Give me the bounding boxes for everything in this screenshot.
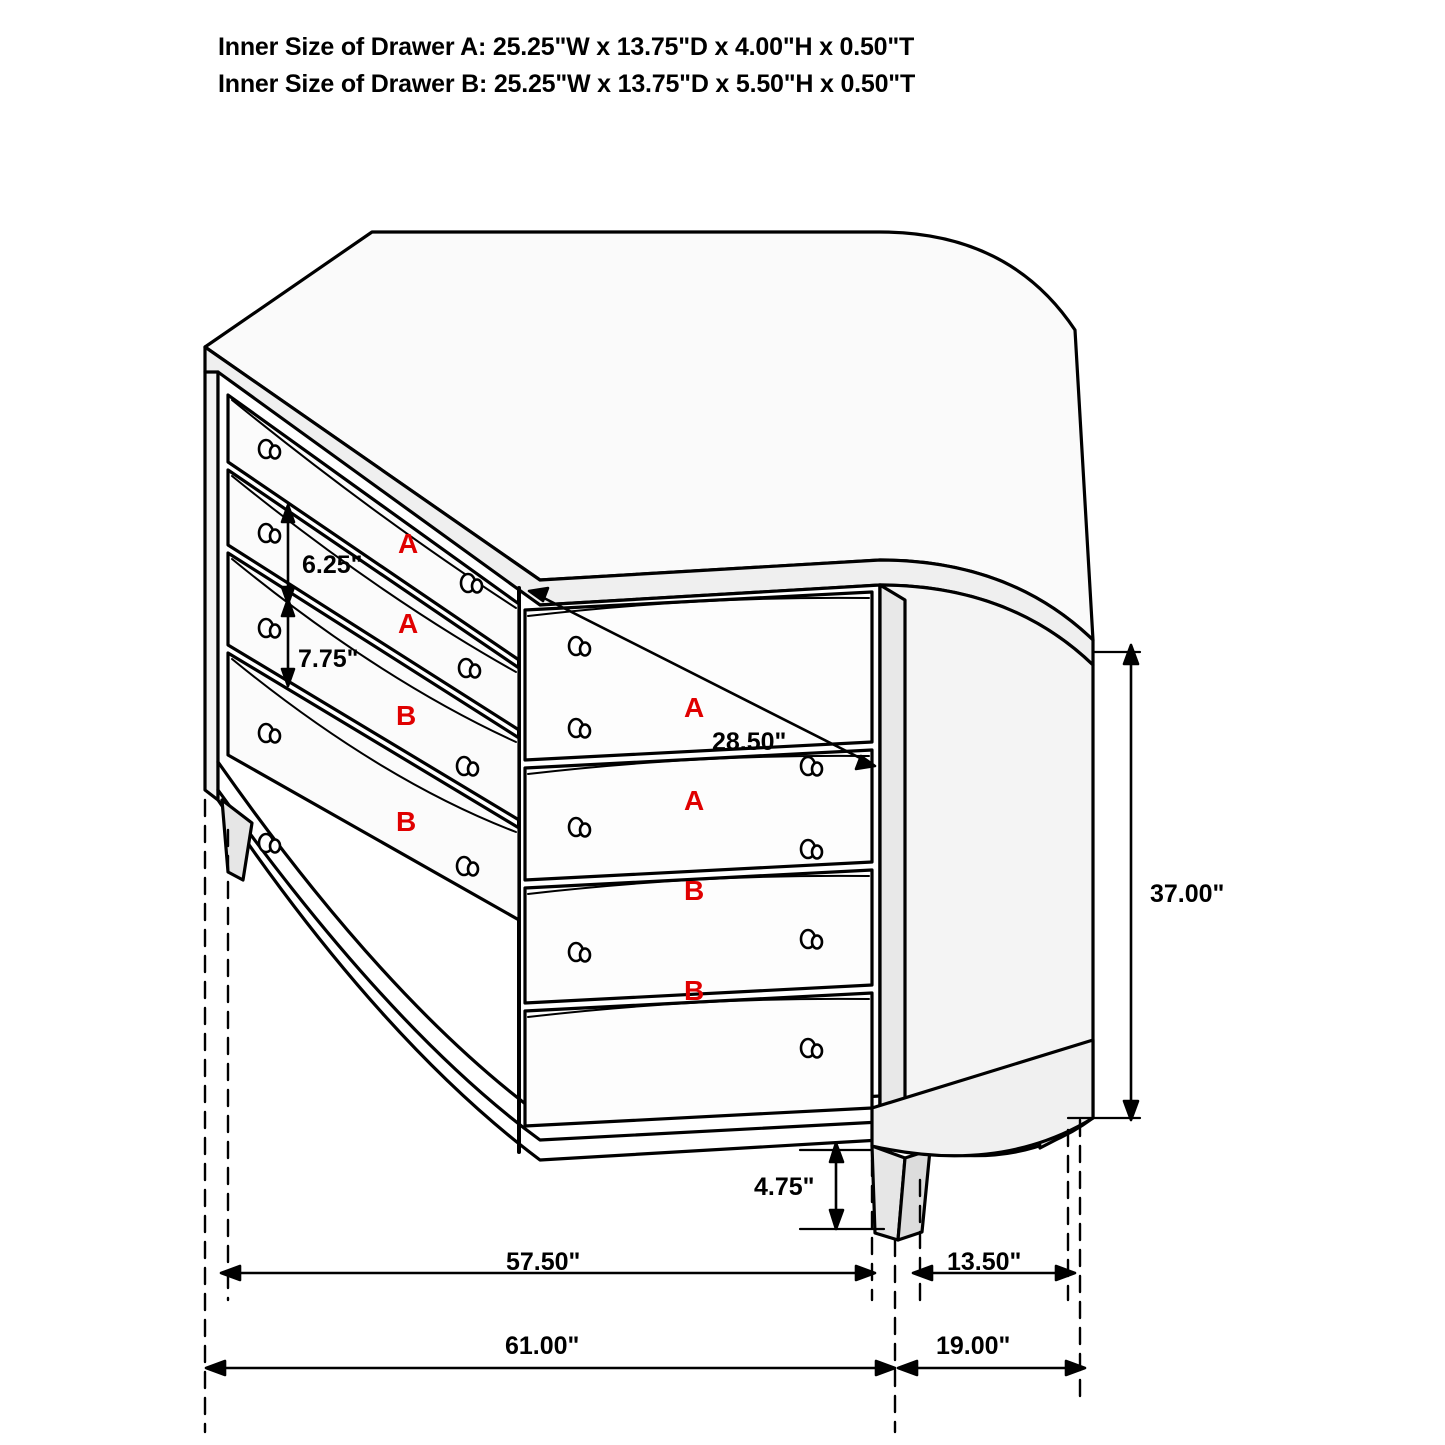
case-right-post [880, 585, 905, 1152]
dim-label-drawer-b-height: 7.75" [298, 645, 359, 673]
dim-label-total-height: 37.00" [1150, 880, 1225, 908]
drawer-a-inner-size-text: Inner Size of Drawer A: 25.25"W x 13.75"D x 4.00"H x 0.50"T [218, 33, 915, 61]
drawer-label-left-b2: B [396, 806, 417, 837]
drawer-b-inner-size-text: Inner Size of Drawer B: 25.25"W x 13.75"D x 5.50"H x 0.50"T [218, 70, 916, 98]
dim-label-overall-depth: 19.00" [936, 1332, 1011, 1360]
drawer-label-right-b1: B [684, 875, 705, 906]
drawer-label-right-b2: B [684, 975, 705, 1006]
dim-label-case-width: 57.50" [506, 1248, 581, 1276]
drawer-label-right-a2: A [684, 785, 705, 816]
drawer-label-left-b1: B [396, 700, 417, 731]
drawer-label-right-a1: A [684, 692, 705, 723]
drawer-face-right-4 [525, 993, 872, 1126]
drawer-label-left-a1: A [398, 528, 419, 559]
dim-label-drawer-a-height: 6.25" [302, 551, 363, 579]
dim-label-drawer-width: 28.50" [712, 728, 787, 756]
dim-label-overall-width: 61.00" [505, 1332, 580, 1360]
drawer-label-left-a2: A [398, 608, 419, 639]
dim-label-case-depth: 13.50" [947, 1248, 1022, 1276]
case-left-front-panel [205, 372, 218, 800]
dim-label-leg-height: 4.75" [754, 1173, 815, 1201]
